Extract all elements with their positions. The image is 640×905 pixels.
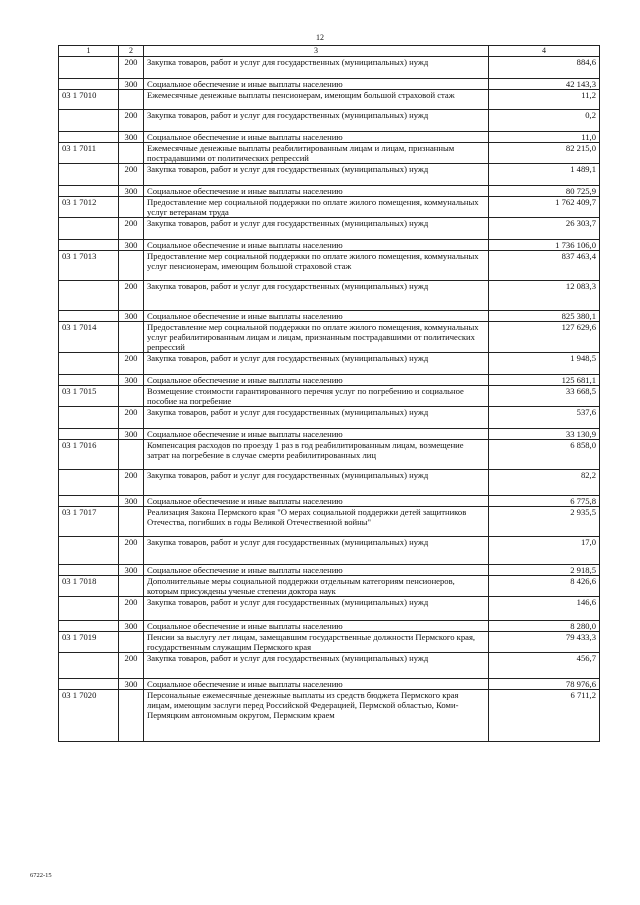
row-name: Социальное обеспечение и иные выплаты населению [144,621,489,632]
table-row [59,132,600,143]
row-expense-type: 200 [119,281,144,311]
row-expense-type: 300 [119,186,144,197]
row-expense-type [119,143,144,164]
row-code [59,679,119,690]
row-name: Социальное обеспечение и иные выплаты населению [144,375,489,386]
row-name: Закупка товаров, работ и услуг для государственных (муниципальных) нужд [144,353,489,375]
row-expense-type [119,197,144,218]
row-amount: 825 380,1 [489,311,600,322]
row-code [59,537,119,565]
row-code [59,653,119,679]
row-name: Социальное обеспечение и иные выплаты населению [144,79,489,90]
row-code [59,281,119,311]
row-code [59,375,119,386]
row-name: Ежемесячные денежные выплаты пенсионерам, имеющим большой страховой стаж [144,90,489,110]
row-expense-type: 300 [119,496,144,507]
row-amount: 2 935,5 [489,507,600,537]
row-name: Закупка товаров, работ и услуг для государственных (муниципальных) нужд [144,407,489,429]
row-code [59,164,119,186]
row-amount: 82 215,0 [489,143,600,164]
table-row [59,597,600,621]
table-row [59,311,600,322]
row-amount: 17,0 [489,537,600,565]
table-body [59,57,600,742]
row-code: 03 1 7010 [59,90,119,110]
row-name: Закупка товаров, работ и услуг для государственных (муниципальных) нужд [144,218,489,240]
row-code [59,597,119,621]
row-expense-type: 300 [119,311,144,322]
table-row [59,186,600,197]
row-expense-type [119,576,144,597]
row-name: Социальное обеспечение и иные выплаты населению [144,429,489,440]
row-amount: 6 775,8 [489,496,600,507]
row-name: Социальное обеспечение и иные выплаты населению [144,496,489,507]
row-code [59,218,119,240]
row-name: Закупка товаров, работ и услуг для государственных (муниципальных) нужд [144,57,489,79]
row-name: Дополнительные меры социальной поддержки отдельным категориям пенсионеров, которым присуждены ученые степени доктора наук [144,576,489,597]
table-row [59,353,600,375]
row-name: Ежемесячные денежные выплаты реабилитированным лицам и лицам, признанным пострадавшими от политических репрессий [144,143,489,164]
row-code [59,470,119,496]
table-row [59,679,600,690]
row-amount: 6 858,0 [489,440,600,470]
row-expense-type: 200 [119,470,144,496]
row-amount: 26 303,7 [489,218,600,240]
table-row [59,251,600,281]
column-header-2: 2 [119,46,144,57]
row-code [59,57,119,79]
row-amount: 78 976,6 [489,679,600,690]
table-row [59,57,600,79]
row-expense-type: 300 [119,429,144,440]
row-expense-type: 200 [119,164,144,186]
row-code [59,240,119,251]
row-code [59,496,119,507]
row-amount: 2 918,5 [489,565,600,576]
row-name: Закупка товаров, работ и услуг для государственных (муниципальных) нужд [144,537,489,565]
table-row [59,281,600,311]
row-code [59,565,119,576]
column-header-1: 1 [59,46,119,57]
table-row [59,429,600,440]
table-row [59,653,600,679]
row-code: 03 1 7013 [59,251,119,281]
row-expense-type [119,440,144,470]
row-name: Социальное обеспечение и иные выплаты населению [144,679,489,690]
column-header-3: 3 [144,46,489,57]
row-code: 03 1 7017 [59,507,119,537]
row-amount: 1 762 409,7 [489,197,600,218]
table-row [59,197,600,218]
table-row [59,537,600,565]
row-amount: 11,2 [489,90,600,110]
row-amount: 6 711,2 [489,690,600,742]
row-code: 03 1 7016 [59,440,119,470]
table-row [59,218,600,240]
row-name: Пенсии за выслугу лет лицам, замещавшим государственные должности Пермского края, государственным служащим Пермского края [144,632,489,653]
row-expense-type [119,632,144,653]
row-name: Закупка товаров, работ и услуг для государственных (муниципальных) нужд [144,281,489,311]
table-row [59,507,600,537]
table-row [59,375,600,386]
row-amount: 1 736 106,0 [489,240,600,251]
row-name: Социальное обеспечение и иные выплаты населению [144,240,489,251]
row-code [59,110,119,132]
row-expense-type: 300 [119,375,144,386]
row-expense-type: 200 [119,353,144,375]
row-amount: 8 426,6 [489,576,600,597]
row-code: 03 1 7015 [59,386,119,407]
row-name: Компенсация расходов по проезду 1 раз в год реабилитированным лицам, возмещение затрат на погребение в случае смерти реабилитированных лиц [144,440,489,470]
row-amount: 12 083,3 [489,281,600,311]
row-name: Закупка товаров, работ и услуг для государственных (муниципальных) нужд [144,597,489,621]
row-expense-type: 200 [119,537,144,565]
row-amount: 33 668,5 [489,386,600,407]
row-name: Возмещение стоимости гарантированного перечня услуг по погребению и социальное пособие на погребение [144,386,489,407]
row-amount: 42 143,3 [489,79,600,90]
row-name: Социальное обеспечение и иные выплаты населению [144,565,489,576]
row-code [59,407,119,429]
row-amount: 127 629,6 [489,322,600,353]
budget-table [58,45,600,742]
row-expense-type [119,690,144,742]
row-amount: 456,7 [489,653,600,679]
table-row [59,386,600,407]
row-expense-type: 200 [119,218,144,240]
footer-code: 6722-15 [30,872,52,879]
row-name: Персональные ежемесячные денежные выплаты из средств бюджета Пермского края лицам, имеющим заслуги перед Российской Федерацией, Пермской областью, Коми-Пермяцким автономным округом, Пермским краем [144,690,489,742]
row-code: 03 1 7020 [59,690,119,742]
row-name: Социальное обеспечение и иные выплаты населению [144,311,489,322]
row-code: 03 1 7011 [59,143,119,164]
row-amount: 82,2 [489,470,600,496]
row-expense-type: 200 [119,57,144,79]
row-expense-type: 200 [119,653,144,679]
row-name: Предоставление мер социальной поддержки по оплате жилого помещения, коммунальных услуг ветеранам труда [144,197,489,218]
row-amount: 884,6 [489,57,600,79]
row-code: 03 1 7012 [59,197,119,218]
row-name: Предоставление мер социальной поддержки по оплате жилого помещения, коммунальных услуг пенсионерам, имеющим большой страховой стаж [144,251,489,281]
table-row [59,79,600,90]
row-amount: 80 725,9 [489,186,600,197]
table-row [59,440,600,470]
row-code [59,353,119,375]
row-expense-type: 300 [119,132,144,143]
row-name: Закупка товаров, работ и услуг для государственных (муниципальных) нужд [144,653,489,679]
row-code: 03 1 7019 [59,632,119,653]
row-expense-type: 300 [119,621,144,632]
row-name: Закупка товаров, работ и услуг для государственных (муниципальных) нужд [144,470,489,496]
table-row [59,470,600,496]
row-expense-type: 200 [119,407,144,429]
row-amount: 33 130,9 [489,429,600,440]
table-row [59,690,600,742]
row-expense-type: 200 [119,110,144,132]
table-row [59,90,600,110]
row-amount: 0,2 [489,110,600,132]
row-code [59,79,119,90]
row-name: Предоставление мер социальной поддержки по оплате жилого помещения, коммунальных услуг реабилитированным лицам и лицам, признанным пострадавшими от политических репрессий [144,322,489,353]
table-row [59,240,600,251]
row-expense-type: 300 [119,679,144,690]
table-row [59,407,600,429]
row-code [59,186,119,197]
table-row [59,632,600,653]
row-expense-type: 300 [119,79,144,90]
table-row [59,164,600,186]
table-row [59,496,600,507]
row-expense-type [119,386,144,407]
row-amount: 1 489,1 [489,164,600,186]
row-code: 03 1 7018 [59,576,119,597]
table-row [59,322,600,353]
row-amount: 11,0 [489,132,600,143]
row-expense-type: 300 [119,565,144,576]
page-number: 12 [316,33,324,42]
column-header-4: 4 [489,46,600,57]
row-name: Социальное обеспечение и иные выплаты населению [144,132,489,143]
row-amount: 1 948,5 [489,353,600,375]
row-name: Реализация Закона Пермского края "О мерах социальной поддержки детей защитников Отечества, погибших в годы Великой Отечественной войны" [144,507,489,537]
row-expense-type [119,251,144,281]
row-code [59,311,119,322]
row-amount: 146,6 [489,597,600,621]
row-amount: 537,6 [489,407,600,429]
row-code [59,429,119,440]
row-code: 03 1 7014 [59,322,119,353]
row-expense-type: 300 [119,240,144,251]
row-expense-type: 200 [119,597,144,621]
row-expense-type [119,90,144,110]
row-expense-type [119,507,144,537]
row-code [59,132,119,143]
row-name: Социальное обеспечение и иные выплаты населению [144,186,489,197]
table-row [59,621,600,632]
row-code [59,621,119,632]
table-row [59,565,600,576]
row-amount: 125 681,1 [489,375,600,386]
table-row [59,110,600,132]
row-expense-type [119,322,144,353]
table-row [59,576,600,597]
row-name: Закупка товаров, работ и услуг для государственных (муниципальных) нужд [144,164,489,186]
row-amount: 837 463,4 [489,251,600,281]
row-amount: 79 433,3 [489,632,600,653]
row-name: Закупка товаров, работ и услуг для государственных (муниципальных) нужд [144,110,489,132]
row-amount: 8 280,0 [489,621,600,632]
table-header-row [59,46,600,57]
table-row [59,143,600,164]
